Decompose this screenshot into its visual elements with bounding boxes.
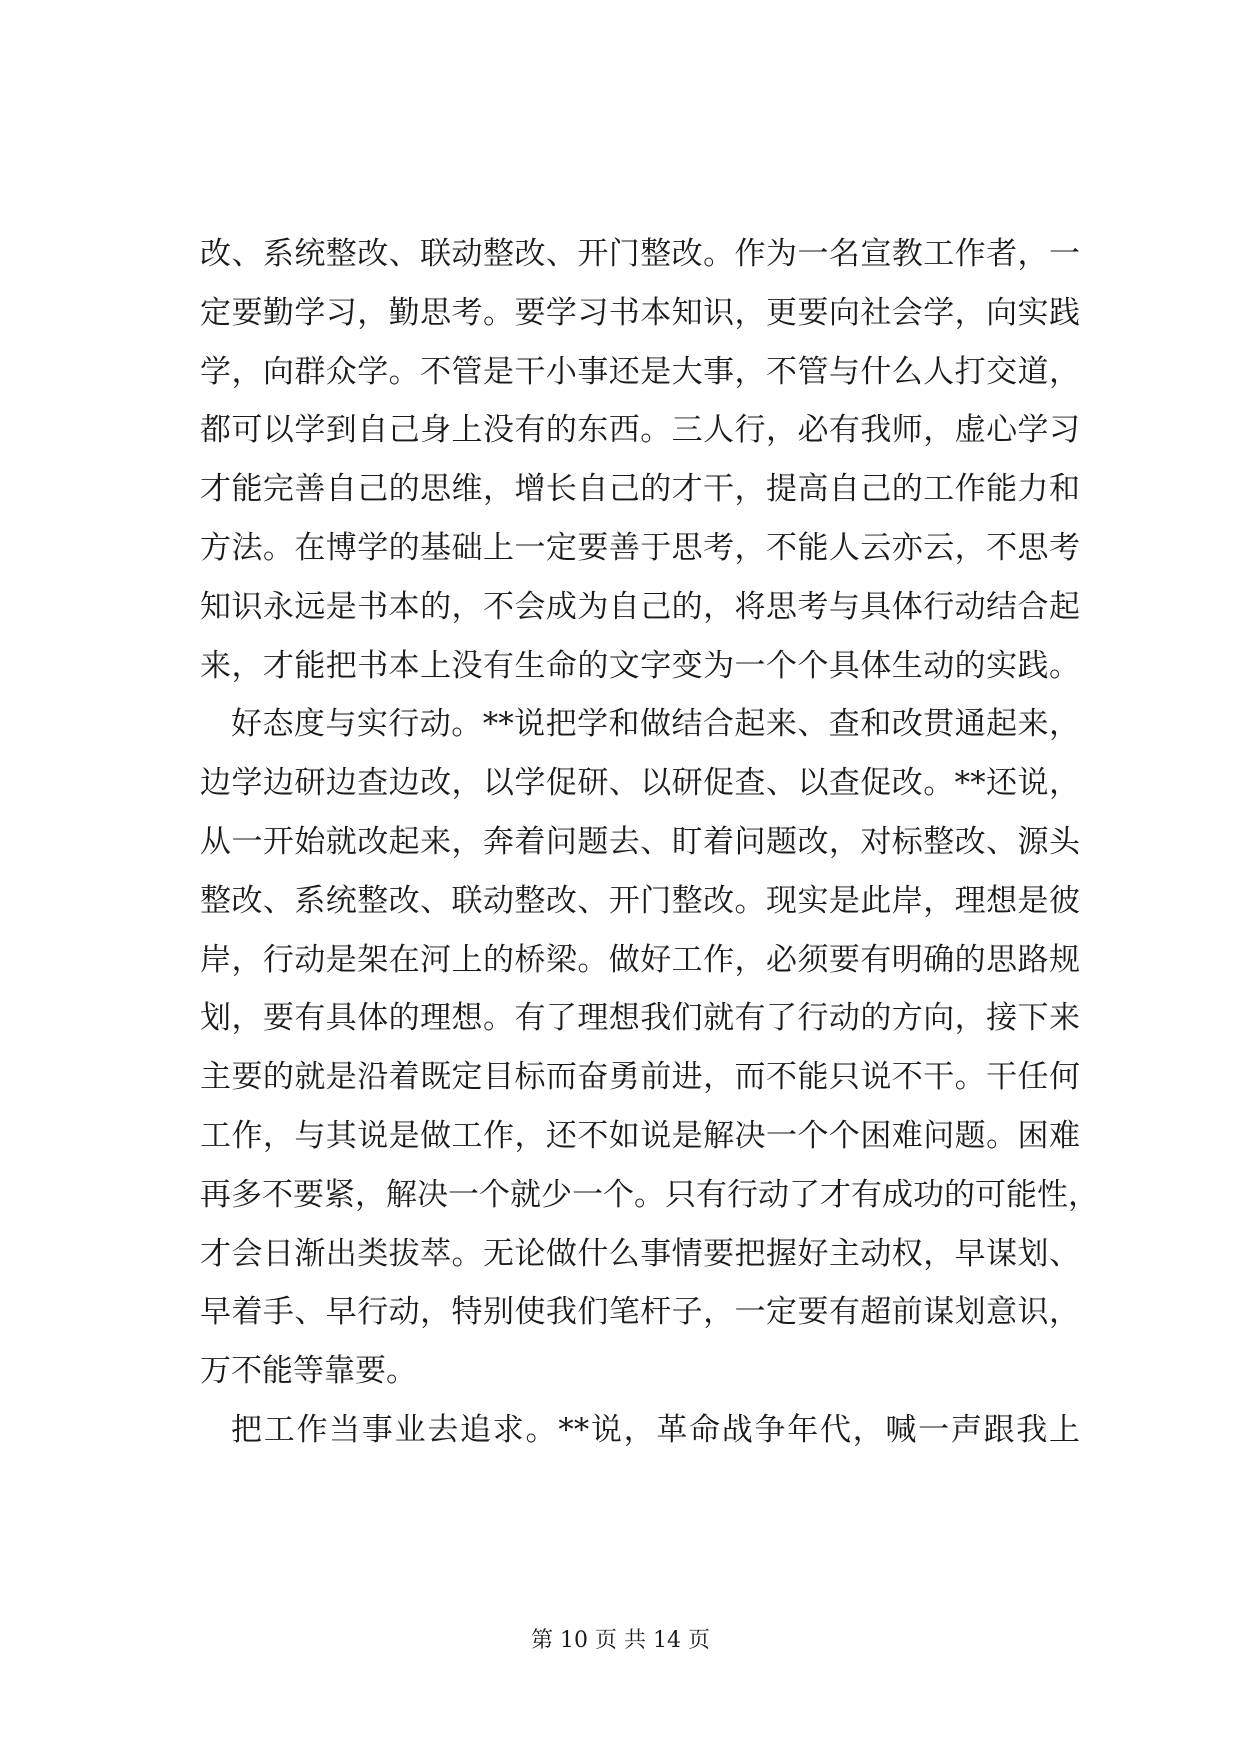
paragraph-1-line: 方法。在博学的基础上一定要善于思考，不能人云亦云，不思考 <box>200 529 1080 566</box>
paragraph-2-line: 早着手、早行动，特别使我们笔杆子，一定要有超前谋划意识， <box>200 1294 1080 1331</box>
paragraph-2-line: 从一开始就改起来，奔着问题去、盯着问题改，对标整改、源头 <box>200 823 1080 860</box>
paragraph-2-line: 好态度与实行动。**说把学和做结合起来、查和改贯通起来， <box>231 706 1080 743</box>
document-body <box>200 225 1099 1460</box>
paragraph-1-line: 知识永远是书本的，不会成为自己的，将思考与具体行动结合起 <box>200 588 1080 625</box>
paragraph-1-line: 定要勤学习，勤思考。要学习书本知识，更要向社会学，向实践 <box>200 294 1080 331</box>
paragraph-2-line: 整改、系统整改、联动整改、开门整改。现实是此岸，理想是彼 <box>200 882 1080 919</box>
paragraph-1-line: 才能完善自己的思维，增长自己的才干，提高自己的工作能力和 <box>200 471 1080 508</box>
paragraph-2-line: 主要的就是沿着既定目标而奋勇前进，而不能只说不干。干任何 <box>200 1059 1080 1096</box>
paragraph-3-line: 把工作当事业去追求。**说，革命战争年代，喊一声跟我上 <box>231 1411 1080 1448</box>
page-footer <box>0 1626 1241 1656</box>
paragraph-2-line: 工作，与其说是做工作，还不如说是解决一个个困难问题。困难 <box>200 1117 1080 1154</box>
page-number-label: 第 10 页 共 14 页 <box>531 1628 710 1653</box>
paragraph-2-line: 再多不要紧，解决一个就少一个。只有行动了才有成功的可能性， <box>200 1176 1099 1213</box>
paragraph-1-line: 都可以学到自己身上没有的东西。三人行，必有我师，虚心学习 <box>200 412 1080 449</box>
paragraph-2-line: 万不能等靠要。 <box>200 1353 417 1390</box>
paragraph-2-line: 才会日渐出类拔萃。无论做什么事情要把握好主动权，早谋划、 <box>200 1235 1080 1272</box>
paragraph-2-line: 岸，行动是架在河上的桥梁。做好工作，必须要有明确的思路规 <box>200 941 1080 978</box>
paragraph-1-line: 改、系统整改、联动整改、开门整改。作为一名宣教工作者，一 <box>200 236 1080 272</box>
paragraph-1-line: 来，才能把书本上没有生命的文字变为一个个具体生动的实践。 <box>200 647 1080 684</box>
paragraph-2-line: 划，要有具体的理想。有了理想我们就有了行动的方向，接下来 <box>200 1000 1080 1037</box>
paragraph-1-line: 学，向群众学。不管是干小事还是大事，不管与什么人打交道， <box>200 353 1080 390</box>
paragraph-2-line: 边学边研边查边改，以学促研、以研促查、以查促改。**还说， <box>200 765 1080 802</box>
